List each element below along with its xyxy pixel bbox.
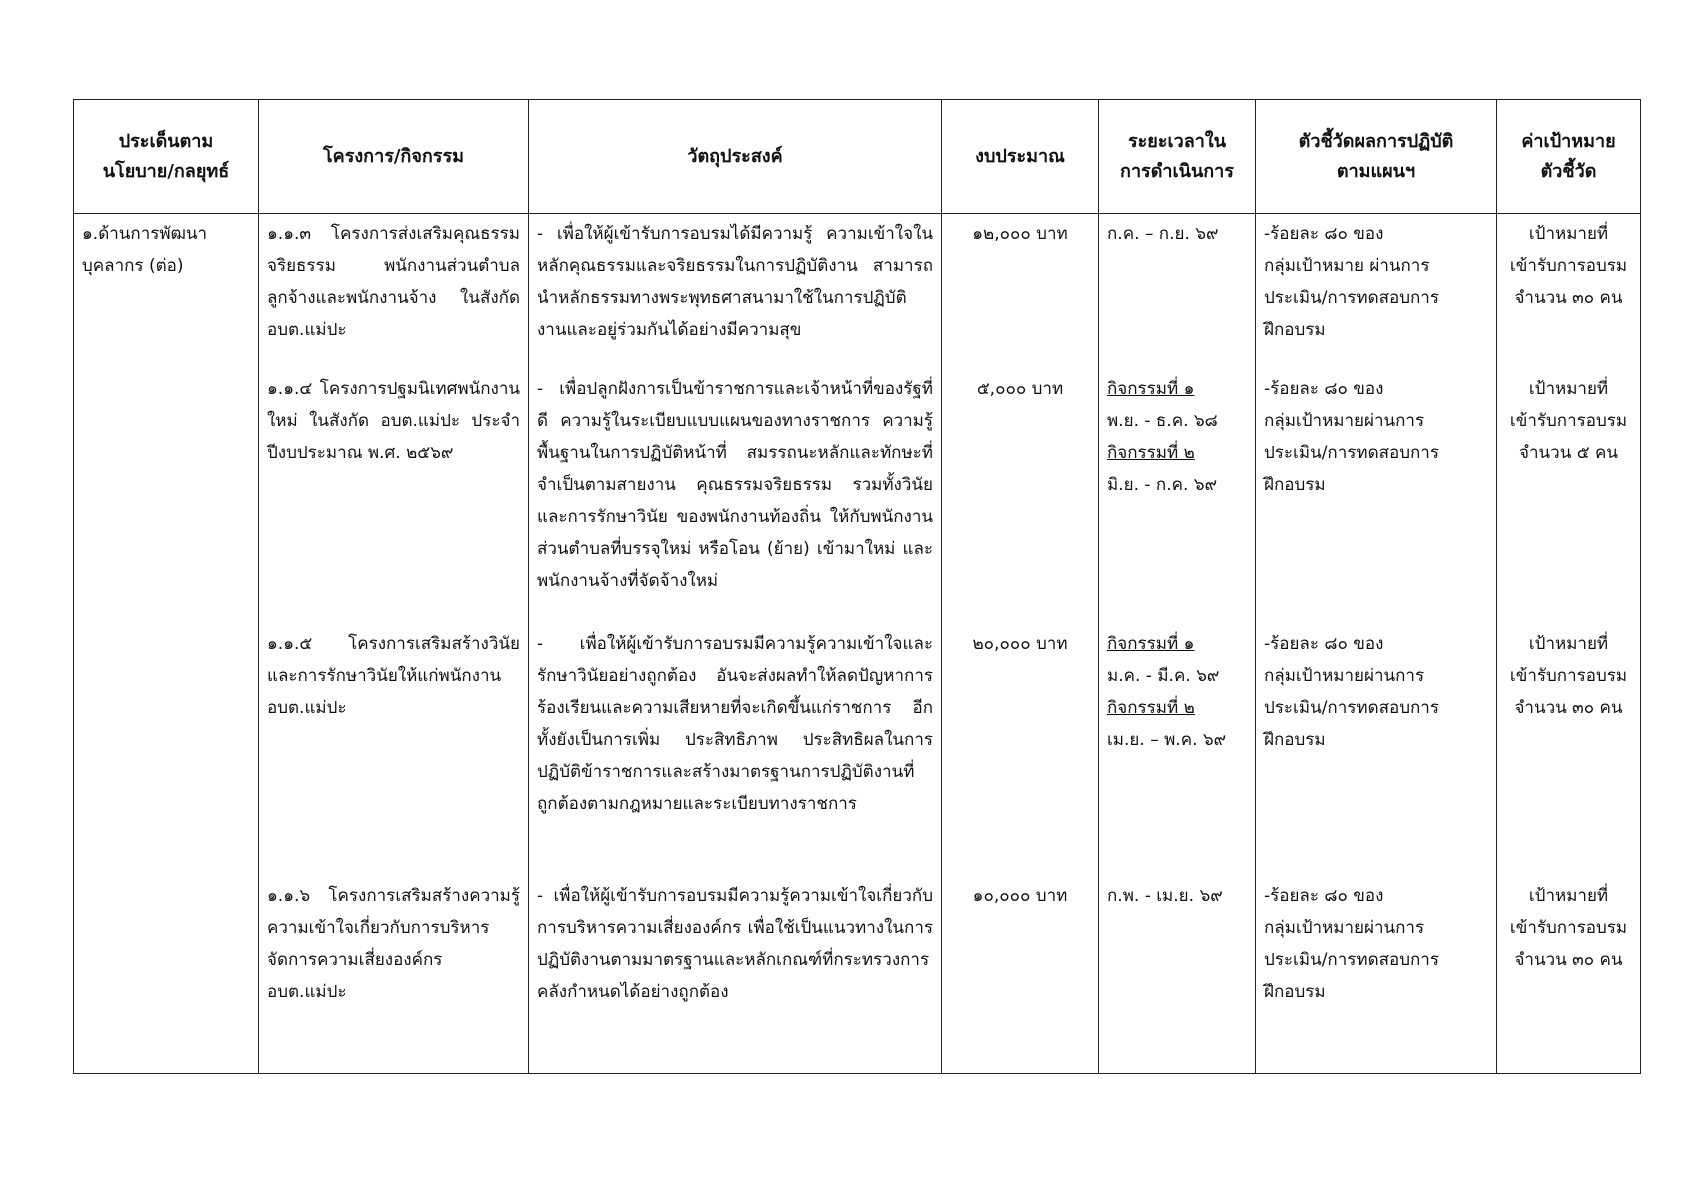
indicator-cell: -ร้อยละ ๘๐ ของ กลุ่มเป้าหมายผ่านการ ประเมิน/การทดสอบการ ฝึกอบรม bbox=[1256, 628, 1497, 880]
header-target: ค่าเป้าหมาย ตัวชี้วัด bbox=[1497, 100, 1641, 214]
budget-cell: ๑๐,๐๐๐ บาท bbox=[942, 880, 1099, 1074]
period-line: พ.ย. - ธ.ค. ๖๘ bbox=[1107, 411, 1218, 431]
activity-label: กิจกรรมที่ ๒ bbox=[1107, 443, 1195, 463]
period-cell bbox=[1099, 214, 1256, 374]
activity-label: กิจกรรมที่ ๒ bbox=[1107, 698, 1195, 718]
period-line: ม.ค. - มี.ค. ๖๙ bbox=[1107, 666, 1220, 686]
policy-issue-text: ๑.ด้านการพัฒนาบุคลากร (ต่อ) bbox=[82, 224, 208, 276]
header-project: โครงการ/กิจกรรม bbox=[259, 100, 529, 214]
header-period: ระยะเวลาใน การดำเนินการ bbox=[1099, 100, 1256, 214]
indicator-cell: -ร้อยละ ๘๐ ของ กลุ่มเป้าหมายผ่านการ ประเมิน/การทดสอบการ ฝึกอบรม bbox=[1256, 373, 1497, 628]
objective-cell: - เพื่อให้ผู้เข้ารับการอบรมได้มีความรู้ ความเข้าใจในหลักคุณธรรมและจริยธรรมในการปฏิบัติงาน สามารถนำหลักธรรมทางพระพุทธศาสนามาใช้ในการปฏิบัติงานและอยู่ร่วมกันได้อย่างมีความสุข bbox=[529, 214, 942, 374]
table-row bbox=[74, 880, 1641, 1074]
period-cell bbox=[1099, 373, 1256, 628]
header-objective: วัตถุประสงค์ bbox=[529, 100, 942, 214]
table-row bbox=[74, 373, 1641, 628]
target-cell: เป้าหมายที่ เข้ารับการอบรม จำนวน ๓๐ คน bbox=[1497, 628, 1641, 880]
table-row bbox=[74, 214, 1641, 374]
period-line: มิ.ย. - ก.ค. ๖๙ bbox=[1107, 475, 1218, 495]
period-cell bbox=[1099, 628, 1256, 880]
header-indicator: ตัวชี้วัดผลการปฏิบัติ ตามแผนฯ bbox=[1256, 100, 1497, 214]
header-budget: งบประมาณ bbox=[942, 100, 1099, 214]
period-line: ก.ค. – ก.ย. ๖๙ bbox=[1107, 224, 1219, 244]
period-line: เม.ย. – พ.ค. ๖๙ bbox=[1107, 730, 1227, 750]
plan-table bbox=[73, 99, 1641, 1074]
period-line: ก.พ. - เม.ย. ๖๙ bbox=[1107, 886, 1223, 906]
header-policy-issue: ประเด็นตาม นโยบาย/กลยุทธ์ bbox=[74, 100, 259, 214]
objective-cell: - เพื่อให้ผู้เข้ารับการอบรมมีความรู้ความเข้าใจและรักษาวินัยอย่างถูกต้อง อันจะส่งผลทำให้ลดปัญหาการร้องเรียนและความเสียหายที่จะเกิดขึ้นแก่ราชการ อีกทั้งยังเป็นการเพิ่ม ประสิทธิภาพ ประสิทธิผลในการปฏิบัติข้าราชการและสร้างมาตรฐานการปฏิบัติงานที่ถูกต้องตามกฎหมายและระเบียบทางราชการ bbox=[529, 628, 942, 880]
objective-cell: - เพื่อให้ผู้เข้ารับการอบรมมีความรู้ความเข้าใจเกี่ยวกับการบริหารความเสี่ยงองค์กร เพื่อใช้เป็นแนวทางในการปฏิบัติงานตามมาตรฐานและหลักเกณฑ์ที่กระทรวงการคลังกำหนดได้อย่างถูกต้อง bbox=[529, 880, 942, 1074]
activity-label: กิจกรรมที่ ๑ bbox=[1107, 379, 1195, 399]
activity-label: กิจกรรมที่ ๑ bbox=[1107, 634, 1195, 654]
budget-cell: ๕,๐๐๐ บาท bbox=[942, 373, 1099, 628]
project-cell: ๑.๑.๔ โครงการปฐมนิเทศพนักงานใหม่ ในสังกัด อบต.แม่ปะ ประจำปีงบประมาณ พ.ศ. ๒๕๖๙ bbox=[259, 373, 529, 628]
budget-cell: ๒๐,๐๐๐ บาท bbox=[942, 628, 1099, 880]
target-cell: เป้าหมายที่ เข้ารับการอบรม จำนวน ๓๐ คน bbox=[1497, 880, 1641, 1074]
target-cell: เป้าหมายที่ เข้ารับการอบรม จำนวน ๕ คน bbox=[1497, 373, 1641, 628]
objective-cell: - เพื่อปลูกฝังการเป็นข้าราชการและเจ้าหน้าที่ของรัฐที่ดี ความรู้ในระเบียบแบบแผนของทางราชการ ความรู้พื้นฐานในการปฏิบัติหน้าที่ สมรรถนะหลักและทักษะที่จำเป็นตามสายงาน คุณธรรมจริยธรรม รวมทั้งวินัยและการรักษาวินัย ของพนักงานท้องถิ่น ให้กับพนักงานส่วนตำบลที่บรรจุใหม่ หรือโอน (ย้าย) เข้ามาใหม่ และพนักงานจ้างที่จัดจ้างใหม่ bbox=[529, 373, 942, 628]
budget-cell: ๑๒,๐๐๐ บาท bbox=[942, 214, 1099, 374]
project-cell: ๑.๑.๕ โครงการเสริมสร้างวินัยและการรักษาวินัยให้แก่พนักงาน อบต.แม่ปะ bbox=[259, 628, 529, 880]
indicator-cell: -ร้อยละ ๘๐ ของ กลุ่มเป้าหมาย ผ่านการ ประเมิน/การทดสอบการ ฝึกอบรม bbox=[1256, 214, 1497, 374]
indicator-cell: -ร้อยละ ๘๐ ของ กลุ่มเป้าหมายผ่านการ ประเมิน/การทดสอบการ ฝึกอบรม bbox=[1256, 880, 1497, 1074]
header-row bbox=[74, 100, 1641, 214]
project-cell: ๑.๑.๖ โครงการเสริมสร้างความรู้ความเข้าใจเกี่ยวกับการบริหารจัดการความเสี่ยงองค์กร อบต.แม่ปะ bbox=[259, 880, 529, 1074]
table-row bbox=[74, 628, 1641, 880]
target-cell: เป้าหมายที่ เข้ารับการอบรม จำนวน ๓๐ คน bbox=[1497, 214, 1641, 374]
policy-issue-cell bbox=[74, 214, 259, 1074]
project-cell: ๑.๑.๓ โครงการส่งเสริมคุณธรรม จริยธรรม พนักงานส่วนตำบล ลูกจ้างและพนักงานจ้าง ในสังกัด อบต.แม่ปะ bbox=[259, 214, 529, 374]
period-cell bbox=[1099, 880, 1256, 1074]
